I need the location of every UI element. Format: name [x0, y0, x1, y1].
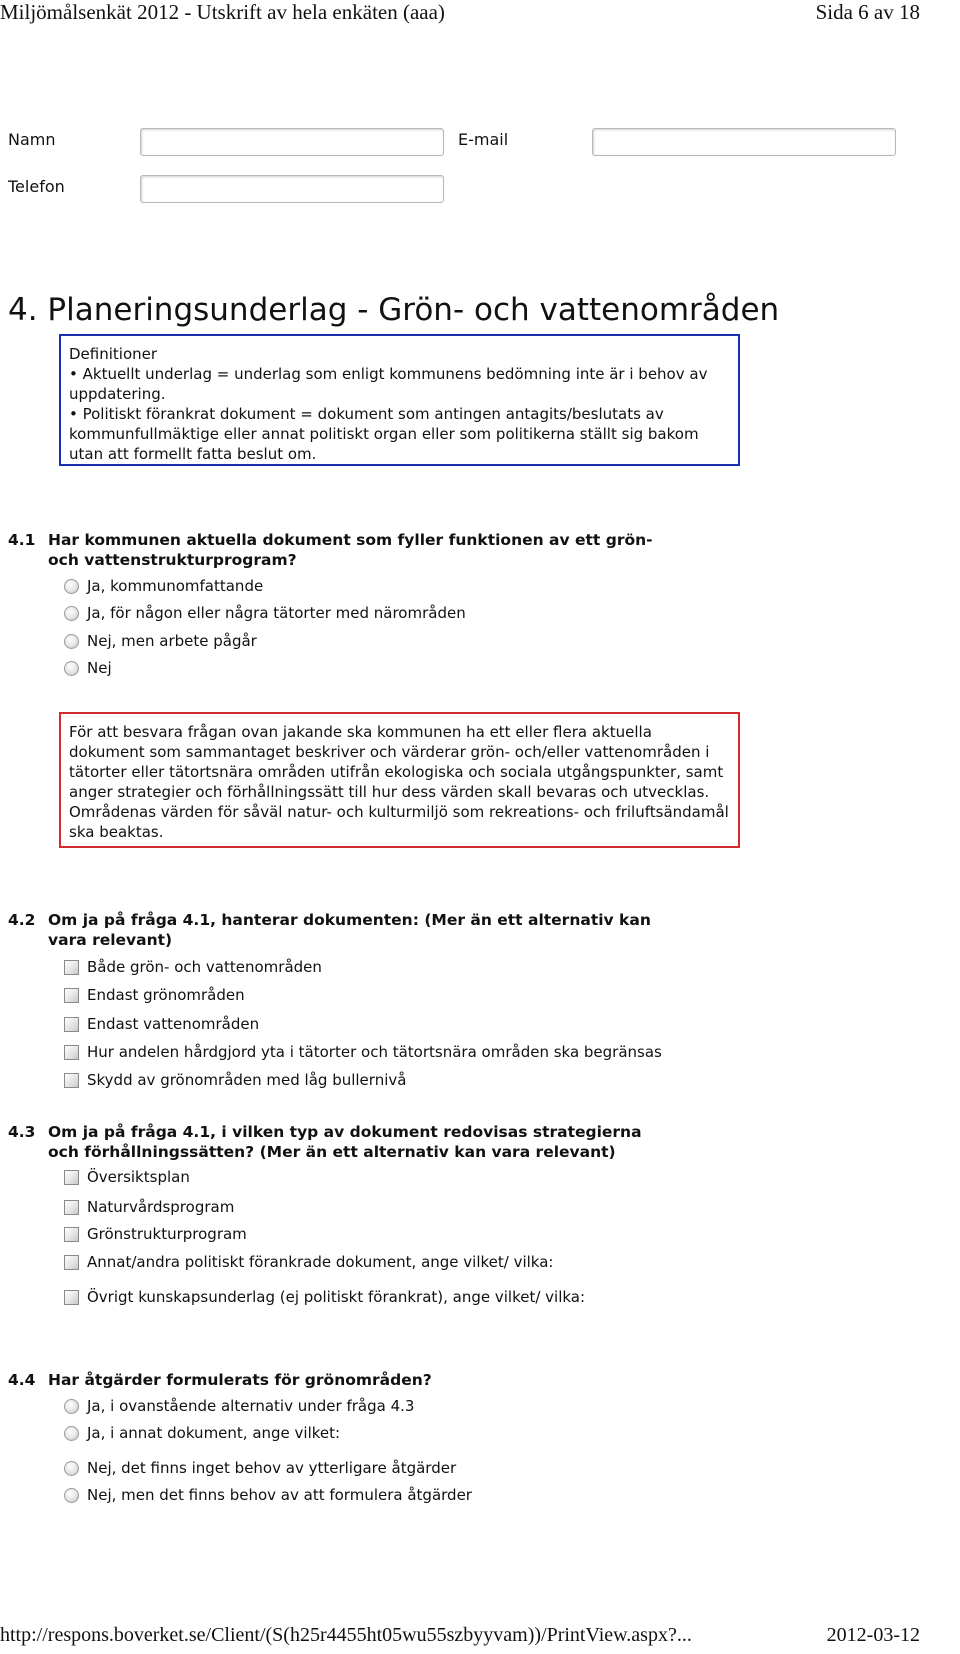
option-checkbox[interactable]: [64, 1166, 190, 1188]
option-radio[interactable]: [64, 575, 263, 597]
definition-current-basis: • Aktuellt underlag = underlag som enligt kommunens bedömning inte är i behov av uppdatering.: [69, 365, 708, 403]
option-checkbox[interactable]: [64, 956, 322, 978]
question-text: Om ja på fråga 4.1, hanterar dokumenten: (Mer än ett alternativ kan: [48, 911, 651, 929]
option-checkbox[interactable]: [64, 1196, 234, 1218]
option-label: Endast grönområden: [87, 986, 245, 1004]
option-label: Skydd av grönområden med låg bullernivå: [87, 1071, 407, 1089]
email-field[interactable]: [592, 128, 896, 156]
option-checkbox[interactable]: [64, 1223, 247, 1245]
option-label: Ja, för någon eller några tätorter med närområden: [87, 604, 466, 622]
print-header-title: Miljömålsenkät 2012 - Utskrift av hela enkäten (aaa): [0, 0, 445, 24]
phone-field[interactable]: [140, 175, 444, 203]
option-label: Både grön- och vattenområden: [87, 958, 322, 976]
email-label: E-mail: [458, 130, 509, 149]
option-label: Ja, kommunomfattande: [87, 577, 264, 595]
radio-button[interactable]: [64, 579, 79, 594]
option-label: Nej, det finns inget behov av ytterligare åtgärder: [87, 1459, 457, 1477]
checkbox[interactable]: [64, 1200, 79, 1215]
checkbox[interactable]: [64, 1255, 79, 1270]
section-title: 4. Planeringsunderlag - Grön- och vattenområden: [8, 292, 780, 328]
question-text: Om ja på fråga 4.1, i vilken typ av dokument redovisas strategierna: [48, 1123, 642, 1141]
option-checkbox[interactable]: [64, 1069, 406, 1091]
radio-button[interactable]: [64, 661, 79, 676]
checkbox[interactable]: [64, 960, 79, 975]
print-page-number: Sida 6 av 18: [815, 0, 920, 24]
checkbox[interactable]: [64, 1073, 79, 1088]
checkbox[interactable]: [64, 1017, 79, 1032]
option-radio[interactable]: [64, 657, 112, 679]
option-label: Endast vattenområden: [87, 1015, 260, 1033]
phone-label: Telefon: [8, 177, 65, 196]
option-label: Översiktsplan: [87, 1168, 190, 1186]
option-checkbox[interactable]: [64, 1041, 662, 1063]
radio-button[interactable]: [64, 634, 79, 649]
option-checkbox[interactable]: [64, 984, 245, 1006]
question-text: Har kommunen aktuella dokument som fyller funktionen av ett grön-: [48, 531, 653, 549]
definition-political-document: • Politiskt förankrat dokument = dokument som antingen antagits/beslutats av kommunfullmäktige eller annat politiskt organ eller som politikerna ställt sig bakom utan att formellt fatta beslut om.: [69, 405, 699, 463]
question-4-1: [8, 530, 653, 570]
option-label: Hur andelen hårdgjord yta i tätorter och tätortsnära områden ska begränsas: [87, 1043, 662, 1061]
question-4-2: [8, 910, 651, 950]
option-label: Nej, men det finns behov av att formulera åtgärder: [87, 1486, 472, 1504]
question-text-cont: vara relevant): [48, 931, 173, 949]
name-label: Namn: [8, 130, 56, 149]
definitions-heading: Definitioner: [69, 345, 158, 363]
radio-button[interactable]: [64, 1426, 79, 1441]
question-text: Har åtgärder formulerats för grönområden?: [48, 1371, 432, 1389]
option-label: Nej: [87, 659, 112, 677]
option-label: Naturvårdsprogram: [87, 1198, 235, 1216]
checkbox[interactable]: [64, 1170, 79, 1185]
question-text-cont: och förhållningssätten? (Mer än ett alternativ kan vara relevant): [48, 1143, 616, 1161]
option-radio[interactable]: [64, 602, 466, 624]
question-number: 4.1: [8, 531, 36, 549]
option-label: Grönstrukturprogram: [87, 1225, 247, 1243]
option-label: Ja, i ovanstående alternativ under fråga 4.3: [87, 1397, 415, 1415]
print-footer-date: 2012-03-12: [826, 1624, 920, 1646]
radio-button[interactable]: [64, 1461, 79, 1476]
checkbox[interactable]: [64, 1045, 79, 1060]
question-4-3: [8, 1122, 642, 1162]
option-label: Ja, i annat dokument, ange vilket:: [87, 1424, 341, 1442]
option-radio[interactable]: [64, 1484, 472, 1506]
option-radio[interactable]: [64, 630, 257, 652]
radio-button[interactable]: [64, 606, 79, 621]
question-number: 4.3: [8, 1123, 36, 1141]
question-4-4: [8, 1370, 432, 1390]
checkbox[interactable]: [64, 1227, 79, 1242]
checkbox[interactable]: [64, 1290, 79, 1305]
option-checkbox[interactable]: [64, 1013, 259, 1035]
question-number: 4.4: [8, 1371, 36, 1389]
option-label: Annat/andra politiskt förankrade dokument, ange vilket/ vilka:: [87, 1253, 554, 1271]
option-radio[interactable]: [64, 1457, 456, 1479]
option-radio[interactable]: [64, 1422, 340, 1444]
option-label: Övrigt kunskapsunderlag (ej politiskt förankrat), ange vilket/ vilka:: [87, 1288, 586, 1306]
radio-button[interactable]: [64, 1399, 79, 1414]
option-checkbox[interactable]: [64, 1286, 585, 1308]
radio-button[interactable]: [64, 1488, 79, 1503]
info-box: [59, 712, 740, 848]
question-text-cont: och vattenstrukturprogram?: [48, 551, 297, 569]
name-field[interactable]: [140, 128, 444, 156]
definitions-box: [59, 334, 740, 466]
option-radio[interactable]: [64, 1395, 414, 1417]
checkbox[interactable]: [64, 988, 79, 1003]
info-text: För att besvara frågan ovan jakande ska kommunen ha ett eller flera aktuella dokument som sammantaget beskriver och värderar grön- och/eller vattenområden i tätorter eller tätortsnära områden utifrån ekologiska och sociala utgångspunkter, samt anger strategier och förhållningssätt till hur dess värden skall bevaras och utvecklas. Områdenas värden för såväl natur- och kulturmiljö som rekreations- och friluftsändamål ska beaktas.: [69, 723, 729, 841]
question-number: 4.2: [8, 911, 36, 929]
option-checkbox[interactable]: [64, 1251, 553, 1273]
print-footer-url: http://respons.boverket.se/Client/(S(h25r4455ht05wu55szbyyvam))/PrintView.aspx?...: [0, 1624, 692, 1646]
option-label: Nej, men arbete pågår: [87, 632, 257, 650]
